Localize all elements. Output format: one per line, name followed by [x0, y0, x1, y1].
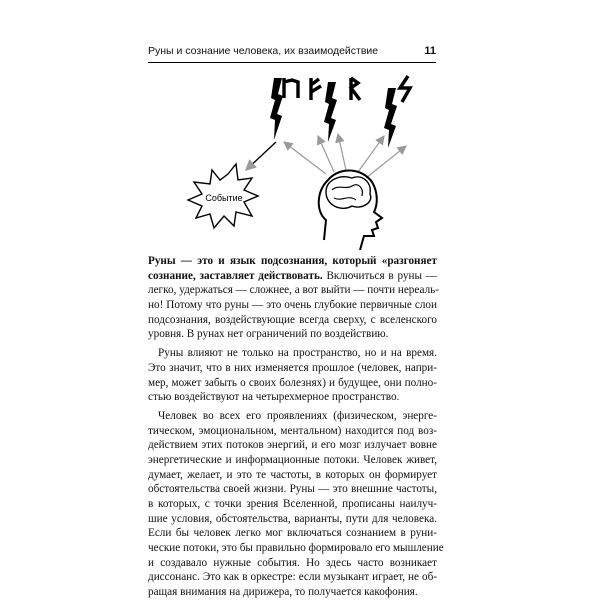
- text-line: ческие потоки, это бы правильно формировало его мышление: [148, 542, 444, 555]
- lightning-bolt-icon: [384, 88, 397, 148]
- text-line: [148, 254, 437, 269]
- text-line: обстоятельства своей жизни. Руны — это внешние частоты,: [148, 483, 437, 496]
- event-burst: [188, 164, 258, 228]
- text-line: диссонанс. Это как в оркестре: если музыкант играет, не об-: [148, 571, 437, 584]
- text-line: Человек во всех его проявлениях (физическом, энерге-: [158, 409, 437, 422]
- text-line: в которых, с точки зрения Вселенной, прописаны наилуч-: [148, 498, 437, 510]
- text-line: думает, желает, и это те частоты, в которых он формирует: [148, 468, 437, 481]
- text-run: Включиться в руны —: [322, 269, 437, 282]
- text-line: легко, удержаться — сложнее, а вот выйти — почти нереаль-: [148, 284, 439, 297]
- text-line: и создавало нужные события. Но здесь часто возникает: [148, 556, 437, 569]
- rune-sowilo-icon: [400, 76, 410, 102]
- bold-run: Руны — это и язык подсознания, который «разгоняет: [148, 255, 437, 267]
- arrow-to-event: [246, 142, 276, 170]
- text-line: действием этих потоков энергий, и его мозг излучает вовне: [148, 439, 437, 452]
- head-brain-icon: [319, 170, 382, 250]
- paragraph-2: [148, 346, 437, 405]
- rune-fehu-icon: [311, 78, 321, 100]
- text-line: стью воздействуют на четырехмерное пространство.: [148, 391, 400, 404]
- page-number: 11: [424, 45, 436, 57]
- text-line: Если бы человек легко мог включаться сознанием в руни-: [148, 527, 437, 540]
- text-line: уровня. В рунах нет ограничений по воздействию.: [148, 328, 389, 341]
- text-line: [148, 269, 437, 284]
- rune-uruz-icon: [284, 78, 298, 98]
- text-line: Это значит, что в них изменяется прошлое (человек, напри-: [148, 361, 437, 374]
- event-label: Событие: [205, 193, 243, 203]
- lightning-bolt-icon: [270, 78, 283, 140]
- text-line: подсознания, воздействующие всегда сверху, с вселенского: [148, 313, 437, 326]
- text-line: тическом, эмоциональном, ментальном) находится под воз-: [148, 424, 437, 437]
- running-header: [148, 44, 436, 63]
- text-line: ращая внимания на дирижера, то получается какофония.: [148, 586, 418, 599]
- paragraph-1: [148, 254, 437, 342]
- text-line: шие условия, обстоятельства, варианты, пути для человека.: [148, 512, 437, 525]
- rune-raido-icon: [351, 78, 360, 100]
- text-line: Руны влияют не только на пространство, но и на время.: [158, 347, 437, 360]
- paragraph-3: [148, 409, 444, 600]
- text-line: энергетические и информационные потоки. Человек живет,: [148, 453, 437, 466]
- chapter-title: Руны и сознание человека, их взаимодействие: [148, 45, 379, 57]
- body-text: [148, 254, 444, 600]
- runes-diagram: [148, 70, 436, 250]
- text-line: мер, может забыть о своих болезнях) и будущее, они полно-: [148, 376, 437, 389]
- text-line: но! Потому что руны — это очень глубокие первичные слои: [148, 299, 437, 312]
- lightning-bolt-icon: [324, 82, 337, 142]
- bold-run: сознание, заставляет действовать.: [148, 269, 323, 282]
